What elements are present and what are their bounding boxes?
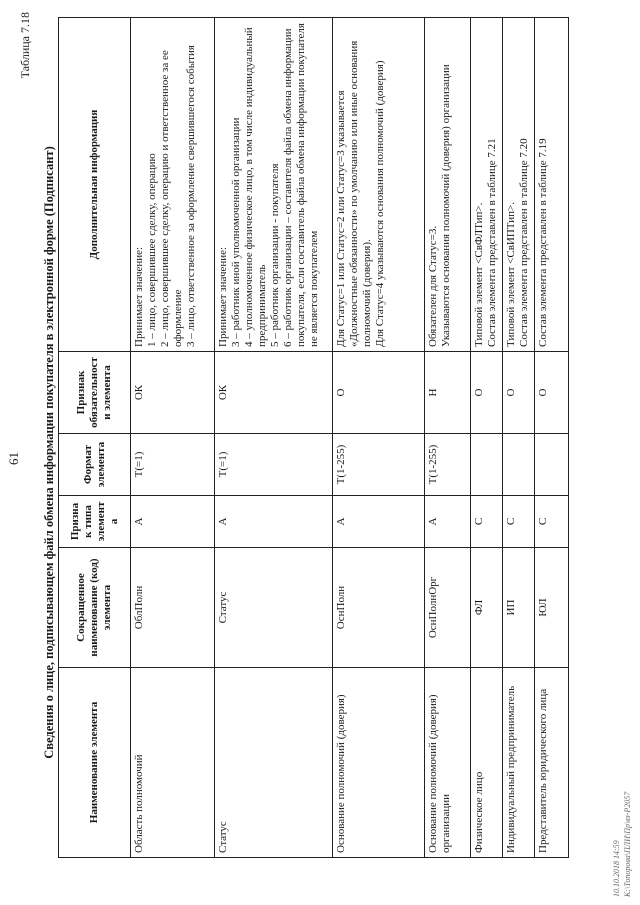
- cell-name: Индивидуальный предприниматель: [503, 668, 535, 858]
- table-row: [535, 18, 569, 858]
- cell-info: [471, 18, 503, 352]
- table-row: [503, 18, 535, 858]
- info-line: 6 – работник организации – составителя файла обмена информации покупателя, если составитель файла обмена информации покупателя не является покупателем: [282, 23, 320, 347]
- cell-mandatory: О: [535, 352, 569, 434]
- info-line: Для Статус=1 или Статус=2 или Статус=3 указывается «Должностные обязанности» по умолчанию или иные основания полномочий (доверия).: [335, 40, 373, 347]
- info-line: Состав элемента представлен в таблице 7.20: [518, 138, 530, 347]
- cell-format: [471, 434, 503, 496]
- cell-name: Основание полномочий (доверия) организации: [425, 668, 471, 858]
- cell-format: [535, 434, 569, 496]
- cell-format: T(=1): [131, 434, 215, 496]
- elements-table: [58, 17, 569, 858]
- info-line: Обязателен для Статус=3.: [427, 225, 439, 347]
- info-line: 3 – лицо, ответственное за оформление свершившегося события: [185, 45, 197, 347]
- cell-name: Представитель юридического лица: [535, 668, 569, 858]
- table-row: [425, 18, 471, 858]
- header-format: Формат элемента: [59, 434, 131, 496]
- cell-info: [131, 18, 215, 352]
- cell-code: Статус: [215, 548, 333, 668]
- cell-format: [503, 434, 535, 496]
- header-mandatory: Признак обязательности элемента: [59, 352, 131, 434]
- cell-name: Статус: [215, 668, 333, 858]
- cell-mandatory: О: [333, 352, 425, 434]
- cell-info: [333, 18, 425, 352]
- table-body: [131, 18, 569, 858]
- info-line: Принимает значение:: [133, 246, 145, 347]
- cell-mandatory: О: [471, 352, 503, 434]
- table-caption: Сведения о лице, подписывающем файл обмена информации покупателя в электронной форме (Подписант): [42, 146, 56, 759]
- info-line: 2 – лицо, совершившее сделку, операцию и ответственное за ее оформление: [159, 50, 184, 347]
- header-info: Дополнительная информация: [59, 18, 131, 352]
- cell-format: T(1-255): [333, 434, 425, 496]
- cell-type: С: [535, 496, 569, 548]
- cell-info: [535, 18, 569, 352]
- info-line: 5 – работник организации - покупателя: [269, 163, 281, 347]
- cell-code: ОснПолнОрг: [425, 548, 471, 668]
- cell-info: [503, 18, 535, 352]
- cell-info: [215, 18, 333, 352]
- cell-format: T(1-255): [425, 434, 471, 496]
- cell-mandatory: О: [503, 352, 535, 434]
- info-line: 1 – лицо, совершившее сделку, операцию: [146, 153, 158, 347]
- cell-type: С: [503, 496, 535, 548]
- cell-info: [425, 18, 471, 352]
- cell-type: А: [425, 496, 471, 548]
- cell-mandatory: ОК: [215, 352, 333, 434]
- info-line: Состав элемента представлен в таблице 7.21: [486, 138, 498, 347]
- cell-type: С: [471, 496, 503, 548]
- info-line: Указываются основания полномочий (доверия) организации: [440, 64, 452, 347]
- cell-type: А: [215, 496, 333, 548]
- table-row: [471, 18, 503, 858]
- header-name: Наименование элемента: [59, 668, 131, 858]
- header-code: Сокращенное наименование (код) элемента: [59, 548, 131, 668]
- cell-code: ФЛ: [471, 548, 503, 668]
- table-row: [215, 18, 333, 858]
- footer-path: К:\Топорова\ПЛИ\Пр\вз-Р2057: [623, 791, 632, 897]
- cell-name: Основание полномочий (доверия): [333, 668, 425, 858]
- table-row: [131, 18, 215, 858]
- cell-code: ОблПолн: [131, 548, 215, 668]
- cell-name: Область полномочий: [131, 668, 215, 858]
- info-line: Типовой элемент <СвФЛТип>.: [473, 202, 485, 347]
- header-type: Признак типа элемента: [59, 496, 131, 548]
- table-name: Таблица 7.18: [18, 12, 32, 79]
- cell-type: А: [333, 496, 425, 548]
- info-line: 3 – работник иной уполномоченной организации: [230, 117, 242, 347]
- cell-code: ИП: [503, 548, 535, 668]
- cell-format: T(=1): [215, 434, 333, 496]
- footer-date: 10.10.2018 14:59: [612, 840, 621, 897]
- info-line: Типовой элемент <СвИПТип>.: [505, 202, 517, 347]
- cell-name: Физическое лицо: [471, 668, 503, 858]
- cell-code: ОснПолн: [333, 548, 425, 668]
- cell-mandatory: Н: [425, 352, 471, 434]
- info-line: Состав элемента представлен в таблице 7.19: [537, 138, 549, 347]
- info-line: Для Статус=4 указываются основания полномочий (доверия): [374, 60, 386, 347]
- cell-type: А: [131, 496, 215, 548]
- table-row: [333, 18, 425, 858]
- table-header-row: [59, 18, 131, 858]
- page-number: 61: [6, 452, 21, 465]
- info-line: Принимает значение:: [217, 246, 229, 347]
- cell-code: ЮЛ: [535, 548, 569, 668]
- info-line: 4 – уполномоченное физическое лицо, в том числе индивидуальный предприниматель: [243, 27, 268, 347]
- cell-mandatory: ОК: [131, 352, 215, 434]
